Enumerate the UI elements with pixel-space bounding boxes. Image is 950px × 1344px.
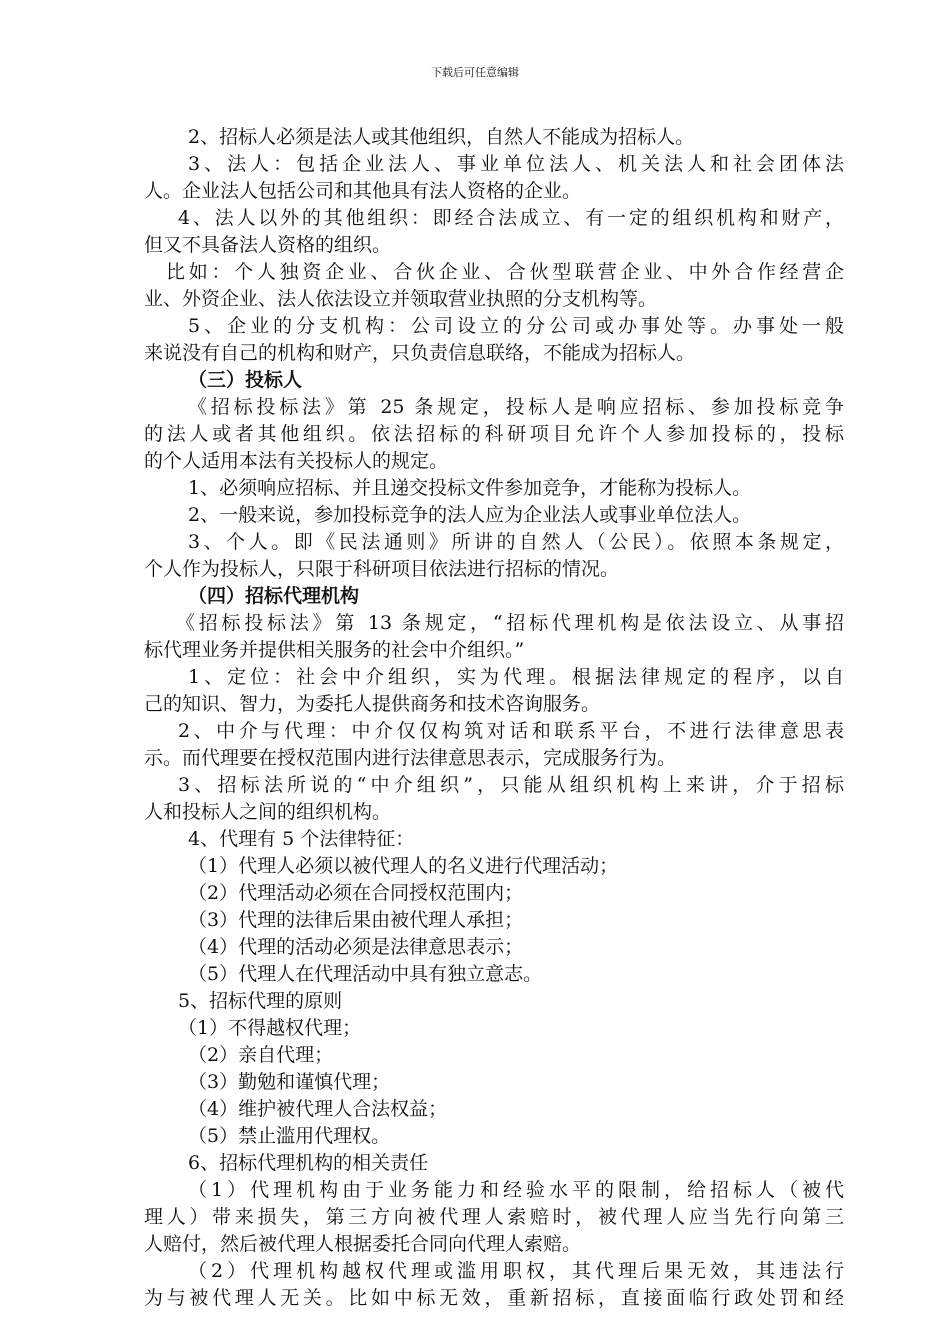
list-item: （5）代理人在代理活动中具有独立意志。 [188,963,543,985]
list-item: （4）代理的活动必须是法律意思表示； [188,936,524,958]
paragraph-line: 己的知识、智力，为委托人提供商务和技术咨询服务。 [144,693,601,715]
paragraph-line: 1、定位：社会中介组织，实为代理。根据法律规定的程序，以自 [188,666,844,688]
paragraph-line: 《招标投标法》第 13 条规定，“招标代理机构是依法设立、从事招 [176,612,844,634]
paragraph-line: 《招标投标法》第 25 条规定，投标人是响应招标、参加投标竞争 [188,396,844,418]
paragraph-line: 人。企业法人包括公司和其他具有法人资格的企业。 [144,180,582,202]
list-item: （1）不得越权代理； [178,1017,362,1039]
paragraph-line: 6、招标代理机构的相关责任 [188,1152,429,1174]
paragraph-line: （2）代理机构越权代理或滥用职权，其代理后果无效，其违法行 [188,1260,844,1282]
paragraph-line: 业、外资企业、法人依法设立并领取营业执照的分支机构等。 [144,288,658,310]
paragraph-line: 人和投标人之间的组织机构。 [144,801,392,823]
paragraph-line: 示。而代理要在授权范围内进行法律意思表示，完成服务行为。 [144,747,677,769]
list-item: （2）亲自代理； [188,1044,334,1066]
paragraph-line: 2、中介与代理：中介仅仅构筑对话和联系平台，不进行法律意思表 [178,720,844,742]
list-item: （5）禁止滥用代理权。 [188,1125,391,1147]
paragraph-line: 的个人适用本法有关投标人的规定。 [144,450,449,472]
paragraph-line: 个人作为投标人，只限于科研项目依法进行招标的情况。 [144,558,620,580]
paragraph-line: 为与被代理人无关。比如中标无效，重新招标，直接面临行政处罚和经 [144,1287,844,1309]
paragraph-line: 3、法人：包括企业法人、事业单位法人、机关法人和社会团体法 [188,153,844,175]
paragraph-line: 理人）带来损失，第三方向被代理人索赔时，被代理人应当先行向第三 [144,1206,844,1228]
section-heading: （四）招标代理机构 [188,585,360,607]
list-item: （4）维护被代理人合法权益； [188,1098,448,1120]
paragraph-line: 但又不具备法人资格的组织。 [144,234,392,256]
paragraph-line: 的法人或者其他组织。依法招标的科研项目允许个人参加投标的，投标 [144,423,844,445]
paragraph-line: 人赔付，然后被代理人根据委托合同向代理人索赔。 [144,1233,582,1255]
paragraph-line: 2、一般来说，参加投标竞争的法人应为企业法人或事业单位法人。 [188,504,752,526]
section-heading: （三）投标人 [188,369,303,391]
list-item: （1）代理人必须以被代理人的名义进行代理活动； [188,855,619,877]
paragraph-line: 1、必须响应招标、并且递交投标文件参加竞争，才能称为投标人。 [188,477,752,499]
paragraph-line: 2、招标人必须是法人或其他组织，自然人不能成为招标人。 [188,126,695,148]
paragraph-line: 3、招标法所说的“中介组织”，只能从组织机构上来讲，介于招标 [178,774,844,796]
list-item: （3）代理的法律后果由被代理人承担； [188,909,524,931]
page-header: 下载后可任意编辑 [431,66,519,79]
paragraph-line: 5、招标代理的原则 [178,990,343,1012]
paragraph-line: 4、法人以外的其他组织：即经合法成立、有一定的组织机构和财产， [178,207,844,229]
list-item: （2）代理活动必须在合同授权范围内； [188,882,524,904]
paragraph-line: 比如：个人独资企业、合伙企业、合伙型联营企业、中外合作经营企 [166,261,844,283]
paragraph-line: 5、企业的分支机构：公司设立的分公司或办事处等。办事处一般 [188,315,844,337]
document-body [144,124,844,1312]
paragraph-line: （1）代理机构由于业务能力和经验水平的限制，给招标人（被代 [188,1179,844,1201]
list-item: （3）勤勉和谨慎代理； [188,1071,391,1093]
paragraph-line: 来说没有自己的机构和财产，只负责信息联络，不能成为招标人。 [144,342,696,364]
paragraph-line: 3、个人。即《民法通则》所讲的自然人（公民）。依照本条规定， [188,531,844,553]
paragraph-line: 4、代理有 5 个法律特征： [188,828,415,850]
paragraph-line: 标代理业务并提供相关服务的社会中介组织。” [144,639,525,661]
